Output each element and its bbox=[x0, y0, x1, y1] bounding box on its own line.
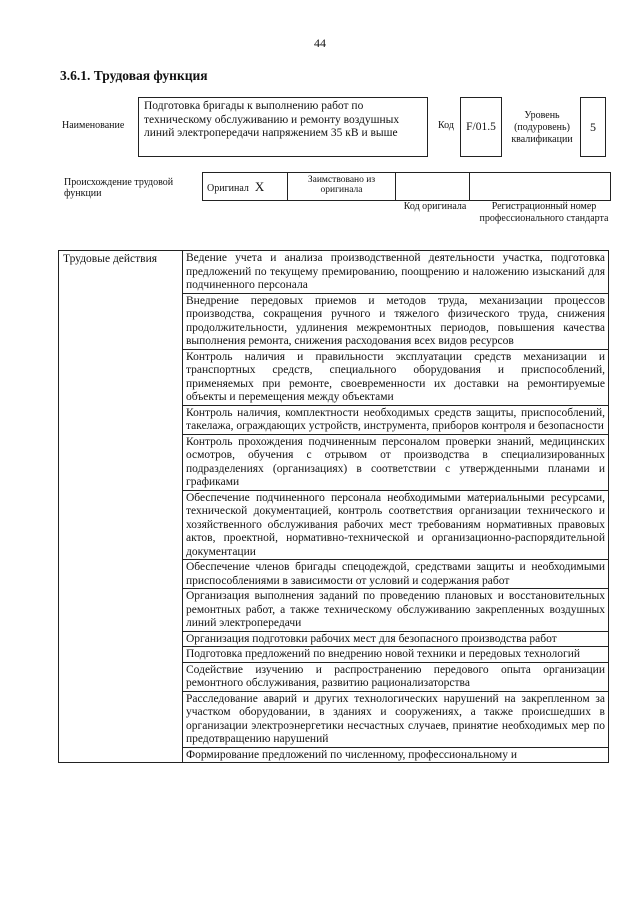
level-label: Уровень (подуровень) квалификации bbox=[511, 110, 573, 145]
labor-actions-label: Трудовые действия bbox=[59, 251, 183, 763]
reg-number-label: Регистрационный номер профессионального стандарта bbox=[479, 201, 609, 224]
code-original-cell bbox=[396, 173, 470, 201]
labor-action-item: Обеспечение членов бригады спецодеждой, средствами защиты и необходимыми приспособлениями в зависимости от условий и содержания работ bbox=[183, 560, 609, 589]
labor-action-item: Ведение учета и анализа производственной деятельности участка, подготовка предложений по текущему премированию, поощрению и наложению изысканий для подчиненного персонала bbox=[183, 251, 609, 294]
reg-number-cell bbox=[470, 173, 611, 201]
labor-actions-table bbox=[58, 250, 609, 763]
origin-label: Происхождение трудовой функции bbox=[64, 177, 174, 199]
labor-action-item bbox=[183, 747, 609, 762]
labor-action-item: Организация подготовки рабочих мест для безопасного производства работ bbox=[183, 631, 609, 647]
original-label: Оригинал bbox=[207, 182, 249, 194]
labor-action-item: Подготовка предложений по внедрению новой техники и передовых технологий bbox=[183, 647, 609, 663]
labor-action-item: Организация выполнения заданий по проведению плановых и восстановительных ремонтных работ, а также техническому обслуживанию закрепленных воздушных линий электропередачи bbox=[183, 589, 609, 632]
labor-action-item: Содействие изучению и распространению передового опыта организации ремонтного обслуживания, развитию рационализаторства bbox=[183, 662, 609, 691]
labor-action-item: Обеспечение подчиненного персонала необходимыми материальными ресурсами, технической документацией, контроль соответствия организации технического и хозяйственного обслуживания рабочих мест требованиям нормативных правовых актов, проектной, нормативно-технической и организационно-распорядительной документации bbox=[183, 490, 609, 560]
labor-action-item: Контроль прохождения подчиненным персоналом проверки знаний, медицинских осмотров, обучения с отрывом от производства в специализированных подразделениях (организациях) в соответствии с утвержденными планами и графиками bbox=[183, 434, 609, 490]
section-title: 3.6.1. Трудовая функция bbox=[60, 68, 208, 83]
page-number: 44 bbox=[314, 36, 326, 50]
labor-action-item-text: Формирование предложений по численному, профессиональному и bbox=[186, 748, 517, 761]
origin-table bbox=[202, 172, 611, 201]
name-value: Подготовка бригады к выполнению работ по техническому обслуживанию и ремонту воздушных линий электропередачи напряжением 35 кВ и выше bbox=[138, 97, 428, 157]
labor-action-item: Контроль наличия и правильности эксплуатации средств механизации и транспортных средств, специального оборудования и приспособлений, применяемых при ремонте, своевременности их доставки на ремонтируемые объекты и перемещения между объектами bbox=[183, 349, 609, 405]
level-value: 5 bbox=[580, 97, 606, 157]
code-original-label: Код оригинала bbox=[403, 201, 467, 212]
borrowed-label: Заимствовано из оригинала bbox=[288, 173, 396, 201]
labor-action-item: Внедрение передовых приемов и методов труда, механизации процессов производства, сокращения ручного и тяжелого физического труда, снижения продолжительности, удлинения межремонтных периодов, повышения качества выполнения ремонта, снижения расходования всех видов ресурсов bbox=[183, 293, 609, 349]
name-label: Наименование bbox=[62, 120, 125, 131]
labor-action-item: Расследование аварий и других технологических нарушений на закрепленном за участком оборудовании, в зданиях и сооружениях, а также происшедших в организации электроэнергетики несчастных случаев, принятие необходимых мер по предотвращению нарушений bbox=[183, 691, 609, 747]
code-label: Код bbox=[438, 120, 454, 131]
labor-action-item: Контроль наличия, комплектности необходимых средств защиты, приспособлений, такелажа, ограждающих устройств, инструмента, приборов контроля и безопасности bbox=[183, 405, 609, 434]
original-mark: X bbox=[254, 178, 265, 194]
original-cell bbox=[203, 173, 288, 201]
code-value: F/01.5 bbox=[460, 97, 502, 157]
